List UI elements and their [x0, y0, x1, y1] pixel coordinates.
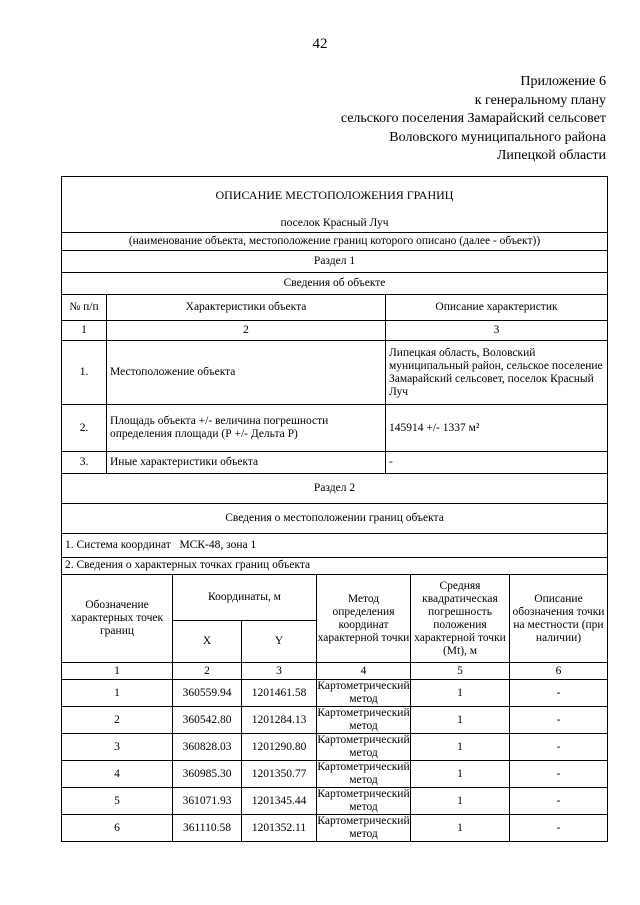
point-y: 1201284.13 — [242, 707, 317, 733]
object-caption-row — [62, 233, 607, 251]
point-description: - — [556, 821, 561, 834]
point-id: 6 — [62, 815, 173, 841]
header-point-description: Описание обозначения точки на местности (при наличии) — [512, 592, 605, 644]
header-characteristic: Характеристики объекта — [107, 295, 386, 320]
table-row — [62, 815, 607, 841]
object-caption: (наименование объекта, местоположение границ которого описано (далее - объект)) — [128, 235, 541, 247]
row-number: 1. — [62, 341, 107, 404]
colnum-6: 6 — [555, 664, 562, 677]
header-description: Описание характеристик — [435, 301, 558, 313]
colnum-1: 1 — [62, 663, 173, 679]
points-header — [62, 575, 607, 663]
section1-header-row — [62, 295, 607, 321]
point-x: 360542.80 — [173, 707, 242, 733]
point-y: 1201345.44 — [242, 788, 317, 814]
table-row — [62, 680, 607, 707]
point-description: - — [556, 713, 561, 726]
header-designation: Обозначение характерных точек границ — [62, 575, 173, 662]
section1-label: Раздел 1 — [313, 255, 356, 267]
row-description: Липецкая область, Воловский муниципальный район, сельское поселение Замарайский сельсовет, поселок Красный Луч — [389, 346, 603, 398]
section1-colnum-row — [62, 321, 607, 341]
section1-label-row — [62, 251, 607, 273]
row-description: - — [389, 456, 393, 468]
appendix-line: Воловского муниципального района — [389, 129, 606, 145]
section1-heading: Сведения об объекте — [283, 277, 386, 289]
point-id: 2 — [62, 707, 173, 733]
point-error: 1 — [411, 680, 510, 706]
point-method: Картометрический метод — [317, 707, 410, 732]
appendix-line: к генеральному плану — [474, 92, 606, 108]
header-number: № п/п — [62, 295, 107, 320]
header-x: X — [173, 621, 242, 662]
point-error: 1 — [411, 707, 510, 733]
colnum-1: 1 — [62, 321, 107, 340]
object-name: поселок Красный Луч — [280, 217, 389, 229]
row-description: 145914 +/- 1337 м² — [389, 421, 480, 434]
point-description: - — [556, 740, 561, 753]
table-row — [62, 341, 607, 405]
colnum-5: 5 — [411, 663, 510, 679]
points-heading: 2. Сведения о характерных точках границ объекта — [65, 559, 311, 571]
section2-heading-row — [62, 504, 607, 534]
points-heading-row — [62, 558, 607, 575]
colnum-3: 3 — [493, 324, 500, 336]
appendix-header — [341, 73, 606, 166]
point-x: 361110.58 — [173, 815, 242, 841]
point-y: 1201350.77 — [242, 761, 317, 787]
table-row — [62, 452, 607, 474]
section2-label-row — [62, 474, 607, 504]
point-x: 360559.94 — [173, 680, 242, 706]
boundary-description-table — [61, 176, 608, 842]
point-method: Картометрический метод — [317, 680, 410, 705]
table-row — [62, 405, 607, 452]
point-description: - — [556, 794, 561, 807]
point-id: 5 — [62, 788, 173, 814]
point-x: 361071.93 — [173, 788, 242, 814]
point-method: Картометрический метод — [317, 734, 410, 759]
point-description: - — [556, 767, 561, 780]
header-error: Средняя квадратическая погрешность положения характерной точки (Mt), м — [411, 575, 510, 662]
point-id: 1 — [62, 680, 173, 706]
row-number: 2. — [62, 405, 107, 451]
table-row — [62, 707, 607, 734]
point-method: Картометрический метод — [317, 788, 410, 813]
point-y: 1201461.58 — [242, 680, 317, 706]
page-number: 42 — [312, 36, 328, 52]
header-coords: Координаты, м — [173, 575, 317, 620]
row-characteristic: Иные характеристики объекта — [107, 452, 386, 473]
table-row — [62, 761, 607, 788]
colnum-2: 2 — [107, 321, 386, 340]
point-error: 1 — [411, 734, 510, 760]
appendix-line: сельского поселения Замарайский сельсовет — [340, 111, 606, 126]
point-id: 3 — [62, 734, 173, 760]
row-characteristic: Местоположение объекта — [107, 341, 386, 404]
section2-label: Раздел 2 — [313, 482, 356, 494]
table-row — [62, 788, 607, 815]
document-title: ОПИСАНИЕ МЕСТОПОЛОЖЕНИЯ ГРАНИЦ — [215, 188, 454, 202]
point-method: Картометрический метод — [317, 761, 410, 786]
point-x: 360828.03 — [173, 734, 242, 760]
table-row — [62, 734, 607, 761]
point-x: 360985.30 — [173, 761, 242, 787]
point-error: 1 — [411, 761, 510, 787]
point-y: 1201290.80 — [242, 734, 317, 760]
section1-heading-row — [62, 273, 607, 295]
row-number: 3. — [62, 452, 107, 473]
point-method: Картометрический метод — [317, 815, 410, 840]
header-method: Метод определения координат характерной точки — [317, 575, 411, 662]
point-id: 4 — [62, 761, 173, 787]
point-error: 1 — [411, 788, 510, 814]
coord-system-row — [62, 534, 607, 558]
appendix-line: Приложение 6 — [520, 74, 606, 89]
colnum-2: 2 — [173, 663, 242, 679]
colnum-4: 4 — [317, 663, 411, 679]
header-y: Y — [242, 621, 317, 662]
colnum-3: 3 — [242, 663, 317, 679]
point-y: 1201352.11 — [242, 815, 317, 841]
row-characteristic: Площадь объекта +/- величина погрешности определения площади (Р +/- Дельта Р) — [107, 405, 386, 451]
title-block — [62, 177, 607, 233]
point-error: 1 — [411, 815, 510, 841]
coord-system: 1. Система координат МСК-48, зона 1 — [65, 539, 257, 551]
points-colnum-row — [62, 663, 607, 680]
appendix-line: Липецкой области — [496, 148, 606, 163]
point-description: - — [556, 686, 561, 699]
section2-heading: Сведения о местоположении границ объекта — [225, 512, 444, 524]
